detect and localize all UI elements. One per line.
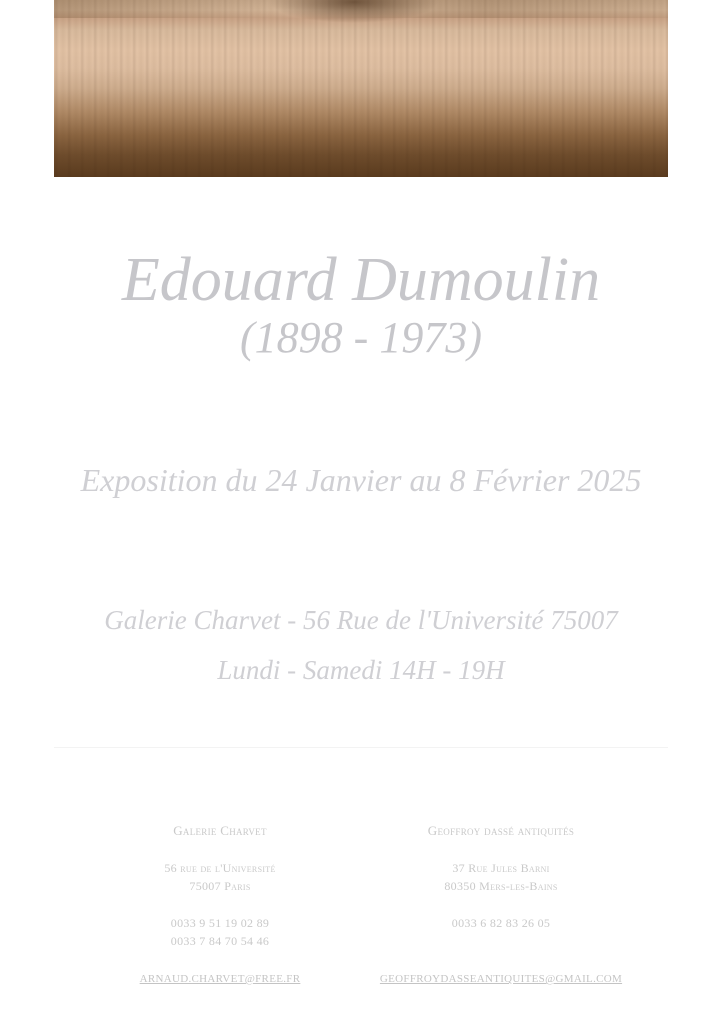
- email-link[interactable]: ARNAUD.CHARVET@FREE.FR: [139, 973, 301, 985]
- hero-painting-image: [54, 0, 668, 177]
- email-link[interactable]: GEOFFROYDASSEANTIQUITES@GMAIL.COM: [379, 973, 623, 985]
- contact-address: [100, 859, 340, 895]
- address-line: 75007 Paris: [189, 879, 251, 893]
- artist-lifespan: (1898 - 1973): [240, 313, 482, 362]
- exhibition-location: Galerie Charvet - 56 Rue de l'Université 75007: [104, 605, 618, 635]
- contact-phones: [360, 914, 642, 932]
- address-line: 37 Rue Jules Barni: [452, 861, 550, 875]
- phone-number: 0033 6 82 83 26 05: [451, 916, 551, 930]
- phone-number: 0033 7 84 70 54 46: [170, 934, 270, 948]
- footer-contact-galerie-charvet: [100, 822, 340, 988]
- contact-name: Geoffroy dassé antiquités: [427, 823, 575, 838]
- opening-hours: Lundi - Samedi 14H - 19H: [217, 655, 505, 685]
- address-line: 80350 Mers-les-Bains: [444, 879, 558, 893]
- artist-name: Edouard Dumoulin: [121, 246, 601, 314]
- contact-phones: [100, 914, 340, 950]
- phone-number: 0033 9 51 19 02 89: [170, 916, 270, 930]
- section-divider: [54, 747, 668, 748]
- footer-contact-geoffroy-dasse: [360, 822, 642, 988]
- contact-address: [360, 859, 642, 895]
- exhibition-dates: Exposition du 24 Janvier au 8 Février 2025: [80, 462, 642, 498]
- contact-name: Galerie Charvet: [173, 823, 267, 838]
- address-line: 56 rue de l'Université: [164, 861, 276, 875]
